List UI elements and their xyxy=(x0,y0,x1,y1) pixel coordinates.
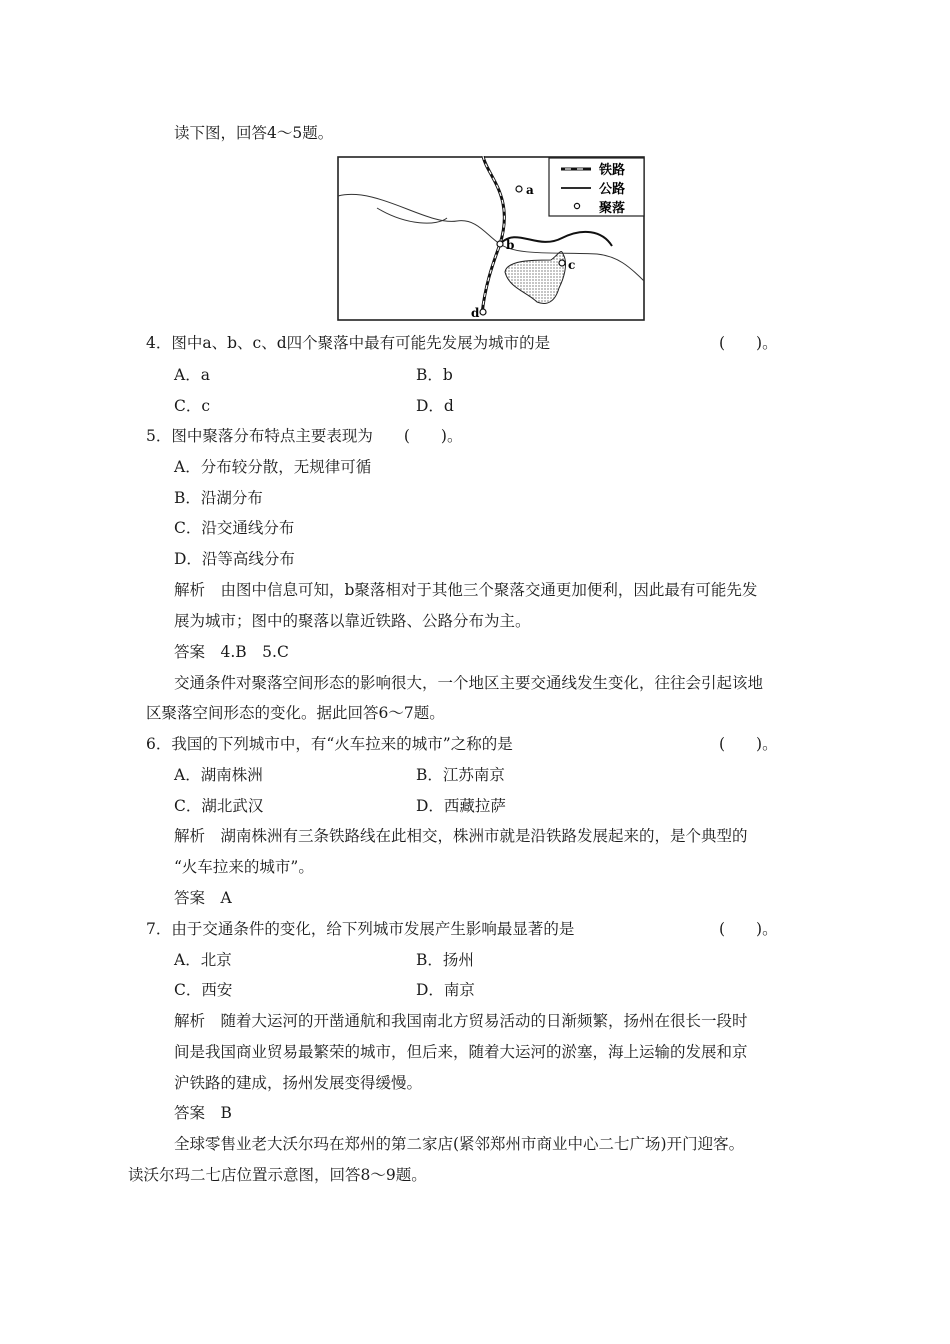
q4-option-d: D．d xyxy=(416,397,454,415)
settlement-b xyxy=(497,241,503,247)
q4-option-c: C．c xyxy=(174,397,211,415)
label-c: c xyxy=(568,258,576,272)
q7-option-c: C．西安 xyxy=(174,981,233,999)
answer-6: 答案 A xyxy=(174,889,232,907)
analysis-6-line-1: 解析 湖南株洲有三条铁路线在此相交，株洲市就是沿铁路发展起来的，是个典型的 xyxy=(174,827,748,845)
answer-4-5: 答案 4.B 5.C xyxy=(174,643,289,661)
settlement-d xyxy=(480,309,486,315)
q6-option-b: B．江苏南京 xyxy=(416,766,505,784)
intro-6-7-line-2: 区聚落空间形态的变化。据此回答6～7题。 xyxy=(146,704,445,722)
q7-option-b: B．扬州 xyxy=(416,951,474,969)
analysis-7-line-1: 解析 随着大运河的开凿通航和我国南北方贸易活动的日渐频繁，扬州在很长一段时 xyxy=(174,1012,748,1030)
intro-4-5: 读下图，回答4～5题。 xyxy=(174,124,334,142)
q7-option-d: D．南京 xyxy=(416,981,475,999)
answer-7: 答案 B xyxy=(174,1104,232,1122)
q4-answer-paren: ( )。 xyxy=(719,334,778,352)
q6-answer-paren: ( )。 xyxy=(719,735,778,753)
analysis-6-line-2: “火车拉来的城市”。 xyxy=(174,858,314,876)
intro-8-9-line-1: 全球零售业老大沃尔玛在郑州的第二家店(紧邻郑州市商业中心二七广场)开门迎客。 xyxy=(174,1135,745,1153)
q6-stem: 6．我国的下列城市中，有“火车拉来的城市”之称的是 xyxy=(146,735,513,753)
q6-option-a: A．湖南株洲 xyxy=(174,766,263,784)
legend-box xyxy=(549,158,644,216)
intro-8-9-line-2: 读沃尔玛二七店位置示意图，回答8～9题。 xyxy=(128,1166,427,1184)
legend-settlement-symbol xyxy=(574,203,579,208)
q5-stem: 5．图中聚落分布特点主要表现为 ( )。 xyxy=(146,427,463,445)
analysis-7-line-2: 间是我国商业贸易最繁荣的城市，但后来，随着大运河的淤塞，海上运输的发展和京 xyxy=(174,1043,748,1061)
q4-option-a: A．a xyxy=(174,366,210,384)
q6-option-d: D．西藏拉萨 xyxy=(416,797,506,815)
map-legend xyxy=(549,158,644,216)
q4-stem: 4．图中a、b、c、d四个聚落中最有可能先发展为城市的是 xyxy=(146,334,551,352)
intro-6-7-line-1: 交通条件对聚落空间形态的影响很大，一个地区主要交通线发生变化，往往会引起该地 xyxy=(174,674,764,692)
q4-option-b: B．b xyxy=(416,366,453,384)
legend-settlement-label: 聚落 xyxy=(599,201,626,216)
legend-railway-label: 铁路 xyxy=(599,163,626,178)
q5-option-a: A．分布较分散，无规律可循 xyxy=(174,458,372,476)
label-a: a xyxy=(526,183,534,197)
q7-answer-paren: ( )。 xyxy=(719,920,778,938)
q5-option-c: C．沿交通线分布 xyxy=(174,519,295,537)
settlement-a xyxy=(516,186,522,192)
q7-option-a: A．北京 xyxy=(174,951,232,969)
legend-road-label: 公路 xyxy=(599,182,626,197)
analysis-4-5-line-2: 展为城市；图中的聚落以靠近铁路、公路分布为主。 xyxy=(174,612,531,630)
q7-stem: 7．由于交通条件的变化，给下列城市发展产生影响最显著的是 xyxy=(146,920,575,938)
q6-option-c: C．湖北武汉 xyxy=(174,797,264,815)
analysis-4-5-line-1: 解析 由图中信息可知，b聚落相对于其他三个聚落交通更加便利，因此最有可能先发 xyxy=(174,581,758,599)
label-d: d xyxy=(471,306,480,320)
settlement-c xyxy=(559,260,565,266)
settlement-map xyxy=(337,156,645,321)
q5-option-b: B．沿湖分布 xyxy=(174,489,263,507)
q5-option-d: D．沿等高线分布 xyxy=(174,550,295,568)
analysis-7-line-3: 沪铁路的建成，扬州发展变得缓慢。 xyxy=(174,1074,423,1092)
label-b: b xyxy=(506,238,515,252)
